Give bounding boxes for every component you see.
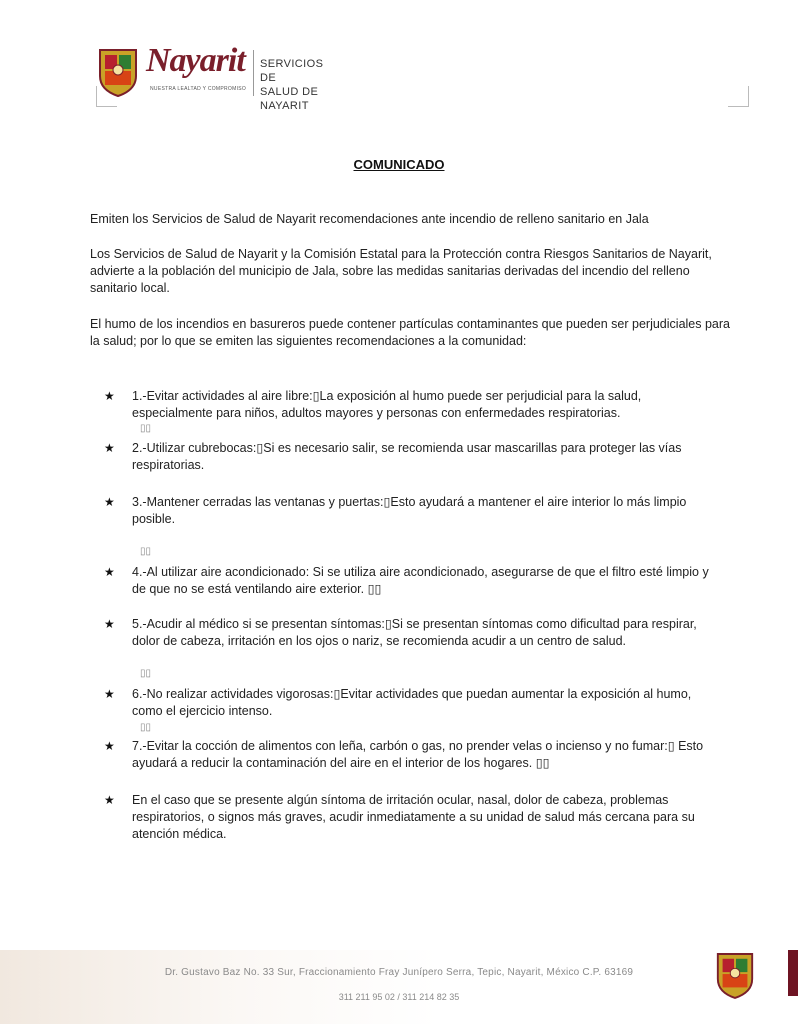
corner-mark-left [96, 86, 117, 107]
document-title: COMUNICADO [353, 157, 445, 172]
star-bullet-icon: ★ [104, 739, 115, 753]
missing-glyph: ▯▯ [140, 722, 152, 733]
missing-glyph: ▯▯ [140, 668, 152, 679]
footer-phones: 311 211 95 02 / 311 214 82 35 [338, 992, 460, 1002]
nayarit-crest-icon [714, 950, 756, 1000]
intro-paragraph: Los Servicios de Salud de Nayarit y la Comisión Estatal para la Protección contra Riesgos Sanitarios de Nayarit, advierte a la población del municipio de Jala, sobre las medidas sanitarias derivadas del incendio del relleno sanitario local. [90, 247, 712, 295]
footer-band [0, 950, 798, 1024]
missing-glyph: ▯▯ [140, 546, 152, 557]
star-bullet-icon: ★ [104, 441, 115, 455]
star-bullet-icon: ★ [104, 389, 115, 403]
context-paragraph: El humo de los incendios en basureros puede contener partículas contaminantes que pueden ser perjudiciales para la salud; por lo que se emiten las siguientes recomendaciones a la comunidad: [90, 317, 730, 348]
list-item-text: 4.-Al utilizar aire acondicionado: Si se utiliza aire acondicionado, asegurarse de que el filtro esté limpio y de que no se está ventilando aire exterior. ▯▯ [132, 565, 709, 596]
header-divider [253, 50, 254, 96]
list-item-text: 2.-Utilizar cubrebocas:▯Si es necesario salir, se recomienda usar mascarillas para proteger las vías respiratorias. [132, 441, 682, 472]
headline: Emiten los Servicios de Salud de Nayarit recomendaciones ante incendio de relleno sanitario en Jala [90, 212, 649, 226]
list-item-text: 7.-Evitar la cocción de alimentos con leña, carbón o gas, no prender velas o incienso y no fumar:▯ Esto ayudará a reducir la contaminación del aire en el interior de los hogares. ▯▯ [132, 739, 704, 770]
brand-motto: NUESTRA LEALTAD Y COMPROMISO [150, 86, 247, 92]
star-bullet-icon: ★ [104, 617, 115, 631]
department-line-1: SERVICIOS DE [260, 58, 324, 84]
star-bullet-icon: ★ [104, 495, 115, 509]
footer-address: Dr. Gustavo Baz No. 33 Sur, Fraccionamiento Fray Junípero Serra, Tepic, Nayarit, México C.P. 63169 [164, 967, 634, 978]
star-bullet-icon: ★ [104, 793, 115, 807]
list-item-text: 1.-Evitar actividades al aire libre:▯La exposición al humo puede ser perjudicial para la salud, especialmente para niños, adultos mayores y personas con enfermedades respiratorias. [132, 389, 642, 420]
star-bullet-icon: ★ [104, 565, 115, 579]
brand-name: Nayarit [146, 42, 245, 79]
footer-accent-bar [788, 950, 798, 996]
department-line-2: SALUD DE NAYARIT [260, 86, 319, 112]
list-item-text: 3.-Mantener cerradas las ventanas y puertas:▯Esto ayudará a mantener el aire interior lo más limpio posible. [132, 495, 687, 526]
star-bullet-icon: ★ [104, 687, 115, 701]
missing-glyph: ▯▯ [140, 423, 152, 434]
list-item-text: 6.-No realizar actividades vigorosas:▯Evitar actividades que puedan aumentar la exposición al humo, como el ejercicio intenso. [132, 687, 692, 718]
list-item-text: En el caso que se presente algún síntoma de irritación ocular, nasal, dolor de cabeza, problemas respiratorios, o signos más graves, acudir inmediatamente a su unidad de salud más cercana para su atención médica. [132, 793, 695, 841]
list-item-text: 5.-Acudir al médico si se presentan síntomas:▯Si se presentan síntomas como dificultad para respirar, dolor de cabeza, irritación en los ojos o nariz, se recomienda acudir a un centro de salud. [132, 617, 697, 648]
corner-mark-right [728, 86, 749, 107]
department-name [260, 57, 323, 113]
